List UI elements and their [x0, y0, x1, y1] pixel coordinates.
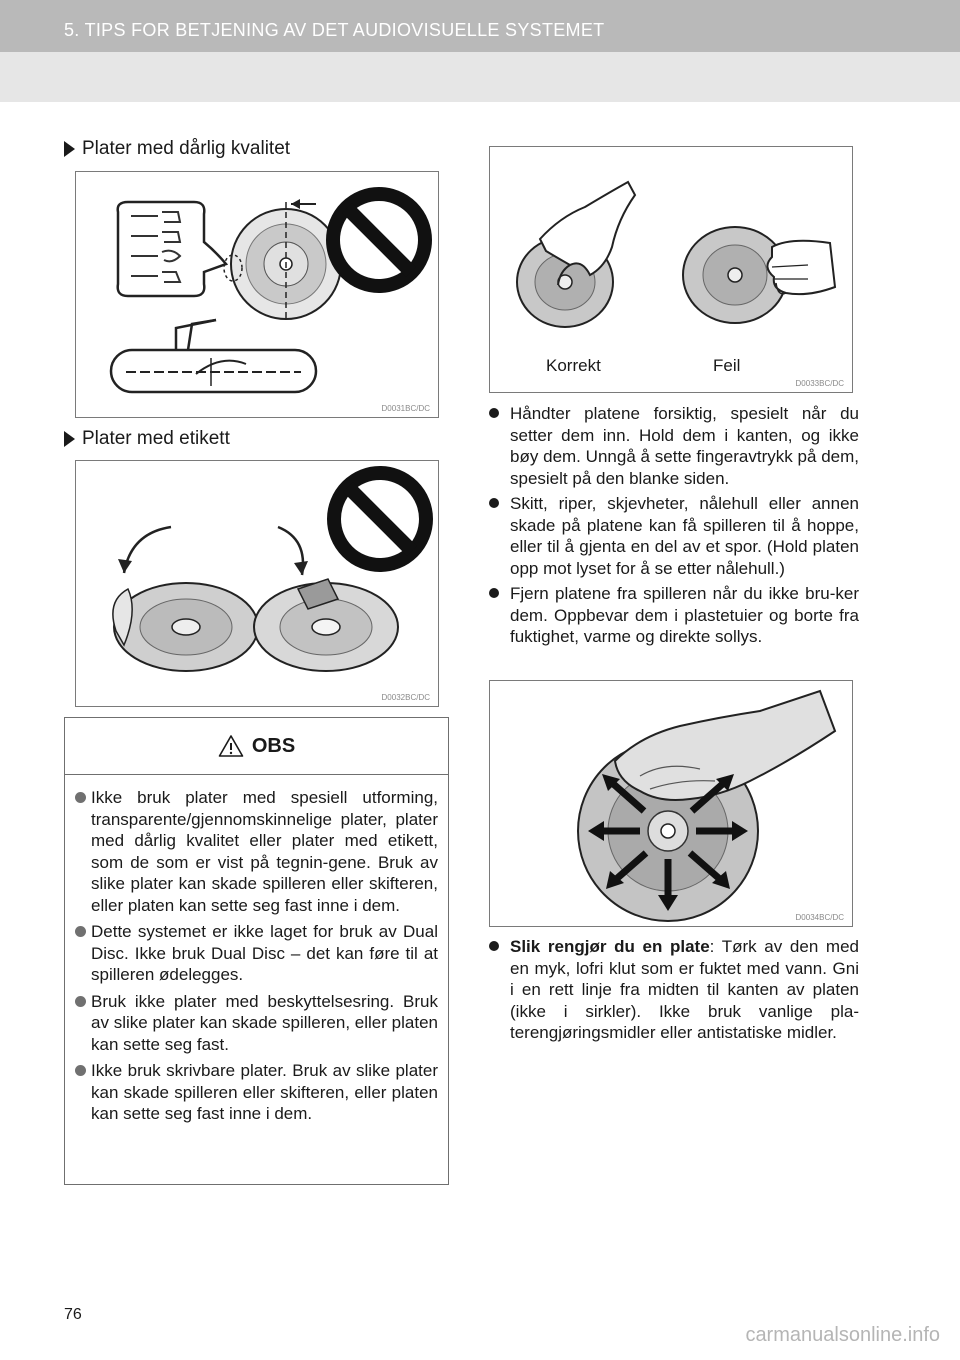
tip-item — [485, 403, 859, 489]
tip-item — [485, 583, 859, 648]
obs-title: OBS — [251, 734, 296, 757]
cleaning-text: : Tørk av den med en myk, lofri klut som er fuktet med vann. Gni i en rett linje fra midten til kanten av platen (ikke i sirkler). Ikke bruk vanlige pla-terengjøringsmidler eller antistatiske midler. — [510, 937, 859, 1042]
tip-item — [485, 493, 859, 579]
bullet-dot-icon — [75, 792, 86, 803]
tip-text: Håndter platene forsiktig, spesielt når du setter dem inn. Hold dem i kanten, og ikke bøy dem. Unngå å sette fingeravtrykk på dem, spesielt på den blanke siden. — [510, 404, 859, 488]
obs-list — [65, 775, 448, 1125]
obs-item-text: Bruk ikke plater med beskyttelsesring. Bruk av slike plater kan skade spilleren, eller platen kan sette seg fast. — [91, 991, 438, 1054]
figure-code: D0033BC/DC — [795, 379, 844, 388]
obs-item — [75, 1060, 438, 1125]
triangle-bullet-icon — [64, 141, 75, 157]
disc-cleaning-illustration — [490, 681, 852, 926]
obs-header — [65, 718, 448, 775]
bullet-dot-icon — [75, 926, 86, 937]
figure-disc-cleaning — [489, 680, 853, 927]
triangle-bullet-icon — [64, 431, 75, 447]
label-correct: Korrekt — [546, 356, 601, 375]
disc-handling-illustration — [490, 147, 852, 392]
obs-item — [75, 921, 438, 986]
bullet-dot-icon — [489, 498, 499, 508]
obs-item — [75, 991, 438, 1056]
section-title-labeled — [64, 428, 230, 450]
bullet-dot-icon — [489, 941, 499, 951]
tip-text: Fjern platene fra spilleren når du ikke bru-ker dem. Oppbevar dem i plastetuier og borte fra fuktighet, varme og direkte sollys. — [510, 584, 859, 646]
figure-code: D0031BC/DC — [381, 404, 430, 413]
labeled-disc-illustration — [76, 461, 438, 706]
section-title-poor-quality — [64, 138, 290, 160]
bullet-dot-icon — [489, 408, 499, 418]
bullet-dot-icon — [489, 588, 499, 598]
section-title-text: Plater med dårlig kvalitet — [82, 138, 291, 159]
poor-quality-disc-illustration — [76, 172, 438, 417]
figure-labeled-disc — [75, 460, 439, 707]
section-title-text: Plater med etikett — [82, 428, 230, 449]
figure-poor-quality-disc — [75, 171, 439, 418]
handling-tips-list — [485, 403, 859, 652]
watermark: carmanualsonline.info — [745, 1324, 940, 1346]
warning-triangle-icon — [218, 734, 244, 758]
chapter-title: 5. TIPS FOR BETJENING AV DET AUDIOVISUELLE SYSTEMET — [64, 20, 605, 40]
bullet-dot-icon — [75, 1065, 86, 1076]
obs-caution-box — [64, 717, 449, 1185]
obs-item-text: Ikke bruk skrivbare plater. Bruk av slike plater kan skade spilleren eller skifteren, eller platen kan sette seg fast inne i dem. — [91, 1061, 438, 1123]
tip-text: Skitt, riper, skjevheter, nålehull eller annen skade på platene kan få spilleren til å hoppe, eller til å gjenta en del av et spor. (Hold platen opp mot lyset for å se etter nålehull.) — [510, 494, 859, 578]
cleaning-item — [485, 936, 859, 1044]
figure-code: D0032BC/DC — [381, 693, 430, 702]
cleaning-label: Slik rengjør du en plate — [510, 937, 710, 956]
bullet-dot-icon — [75, 996, 86, 1007]
obs-item — [75, 787, 438, 916]
cleaning-instructions — [485, 936, 859, 1048]
figure-code: D0034BC/DC — [795, 913, 844, 922]
figure-disc-handling — [489, 146, 853, 393]
label-wrong: Feil — [713, 356, 741, 375]
obs-item-text: Ikke bruk plater med spesiell utforming, transparente/gjennomskinnelige plater, plater med dårlig kvalitet eller plater med etikett, som de som er vist på tegnin-gene. Bruk av slike plater kan skade spilleren eller skifteren, eller platen kan sette seg fast inne i dem. — [91, 788, 438, 915]
obs-item-text: Dette systemet er ikke laget for bruk av Dual Disc. Ikke bruk Dual Disc – det kan føre til at spilleren ødelegges. — [91, 922, 438, 984]
page-number: 76 — [64, 1306, 82, 1323]
